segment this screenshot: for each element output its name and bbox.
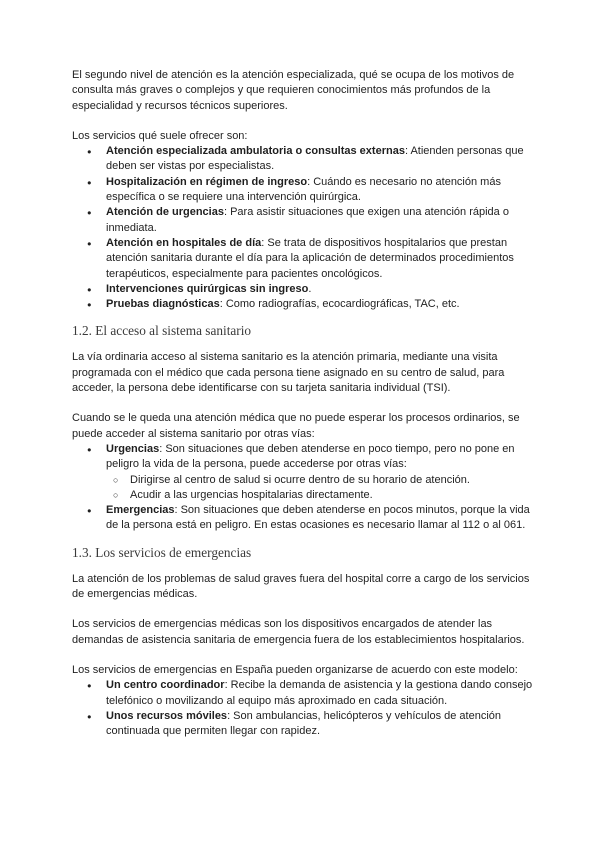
other-routes-paragraph: Cuando se le queda una atención médica que no puede esperar los procesos ordinarios, se puede acceder al sistema sanitario por otras vías: xyxy=(72,412,520,440)
access-paragraph: La vía ordinaria acceso al sistema sanitario es la atención primaria, mediante una visita programada con el médico que cada persona tiene asignado en su centro de salud, para acceder, la persona debe identificarse con su tarjeta sanitaria individual (TSI). xyxy=(72,351,505,395)
list-item: ● Atención especializada ambulatoria o consultas externas: Atienden personas que deben ser vistas por especialistas. xyxy=(72,144,536,175)
list-item: ● Atención de urgencias: Para asistir situaciones que exigen una atención rápida o inmediata. xyxy=(72,205,536,236)
services-lead: Los servicios qué suele ofrecer son: xyxy=(72,129,248,142)
list-item: ● Urgencias: Son situaciones que deben atenderse en poco tiempo, pero no pone en peligro la vida de la persona, puede accederse por otras vías: ○ Dirigirse al centro de salud si ocurre dentro de su horario de atención. ○ Acudir a las urgencias hospitalarias directamente. xyxy=(72,442,536,503)
intro-paragraph: El segundo nivel de atención es la atención especializada, qué se ocupa de los motivos de consulta más graves o complejos y que requieren conocimientos más profundos de la especialidad y recursos técnicos superiores. xyxy=(72,69,515,112)
services-list xyxy=(72,144,536,312)
list-item: ● Emergencias: Son situaciones que deben atenderse en pocos minutos, porque la vida de la persona está en peligro. En estas ocasiones es necesario llamar al 112 o al 061. xyxy=(72,503,536,534)
list-item: ● Unos recursos móviles: Son ambulancias, helicópteros y vehículos de atención continuada que permiten llegar con rapidez. xyxy=(72,709,536,740)
routes-list xyxy=(72,442,536,534)
list-item: ● Atención en hospitales de día: Se trata de dispositivos hospitalarios que prestan atención sanitaria durante el día para la aplicación de determinados procedimientos terapéuticos, especialmente para pacientes oncológicos. xyxy=(72,236,536,282)
section-heading-access: 1.2. El acceso al sistema sanitario xyxy=(72,323,252,339)
section-heading-emergencies: 1.3. Los servicios de emergencias xyxy=(72,544,252,560)
list-item: ● Pruebas diagnósticas: Como radiografías, ecocardiográficas, TAC, etc. xyxy=(72,297,536,312)
emergencies-paragraph-2: Los servicios de emergencias médicas son los dispositivos encargados de atender las demandas de asistencia sanitaria de emergencia fuera de los establecimientos hospitalarios. xyxy=(72,618,525,646)
sub-list-item: ○ Dirigirse al centro de salud si ocurre dentro de su horario de atención. xyxy=(72,473,536,488)
list-item: ● Intervenciones quirúrgicas sin ingreso. xyxy=(72,282,536,297)
emergencies-paragraph-1: La atención de los problemas de salud graves fuera del hospital corre a cargo de los servicios de emergencias médicas. xyxy=(72,572,530,601)
emergencies-paragraph-3: Los servicios de emergencias en España pueden organizarse de acuerdo con este modelo: xyxy=(72,663,518,676)
model-list xyxy=(72,678,536,739)
list-item: ● Hospitalización en régimen de ingreso: Cuándo es necesario no atención más específica o se requiere una intervención quirúrgica. xyxy=(72,175,536,206)
urgencias-sublist xyxy=(72,473,536,504)
sub-list-item: ○ Acudir a las urgencias hospitalarias directamente. xyxy=(72,488,536,503)
list-item: ● Un centro coordinador: Recibe la demanda de asistencia y la gestiona dando consejo telefónico o movilizando al equipo más aproximado en cada situación. xyxy=(72,678,536,709)
